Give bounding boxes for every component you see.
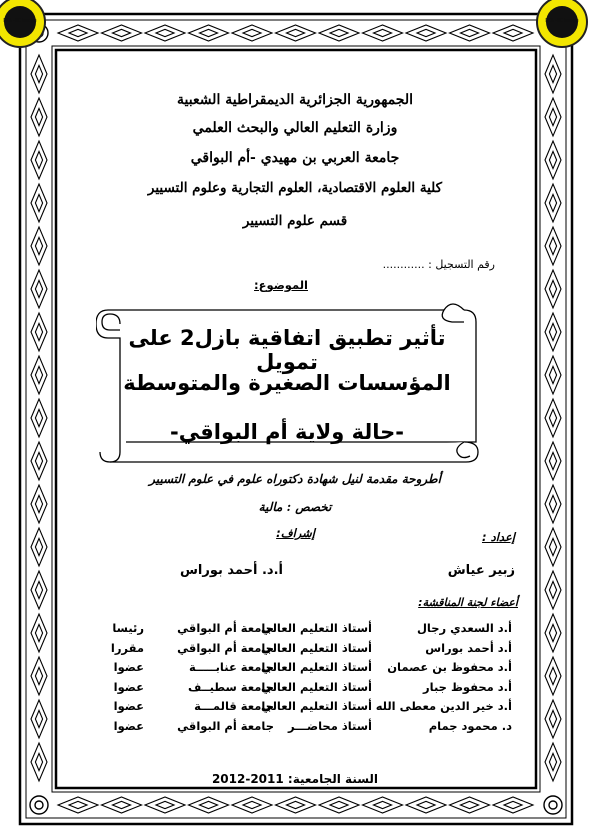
border-diamond-ornament xyxy=(31,227,47,265)
member-role: رئيسا xyxy=(112,621,144,635)
border-diamond-inner xyxy=(200,801,218,808)
border-diamond-ornament xyxy=(31,657,47,695)
author-name: زبير عياش xyxy=(447,563,515,578)
supervisor-name: أ.د. أحمد بوراس xyxy=(179,563,283,578)
thesis-title-line-3: -حالة ولاية أم البواقي- xyxy=(170,420,404,444)
prepared-by-label: إعداد : xyxy=(481,530,515,544)
border-diamond-inner xyxy=(35,452,42,469)
border-diamond-inner xyxy=(243,29,261,36)
specialty: تخصص : مالية xyxy=(258,500,332,514)
committee-row xyxy=(72,621,512,641)
border-corner-knot-inner xyxy=(35,801,43,809)
border-diamond-ornament xyxy=(31,700,47,738)
border-diamond-inner xyxy=(35,194,42,211)
border-diamond-inner xyxy=(35,538,42,555)
border-diamond-inner xyxy=(504,801,522,808)
member-university: جامعة سطيــف xyxy=(188,679,274,694)
border-diamond-inner xyxy=(35,667,42,684)
border-diamond-ornament xyxy=(31,528,47,566)
border-diamond-inner xyxy=(549,409,556,426)
border-diamond-inner xyxy=(549,538,556,555)
border-diamond-ornament xyxy=(545,614,561,652)
committee-row xyxy=(72,719,512,739)
border-diamond-inner xyxy=(549,624,556,641)
border-corner-knot xyxy=(30,796,48,814)
border-diamond-ornament xyxy=(58,25,98,41)
ministry-heading: وزارة التعليم العالي والبحث العلمي xyxy=(192,120,398,136)
border-diamond-ornament xyxy=(545,657,561,695)
border-diamond-inner xyxy=(504,29,522,36)
border-diamond-ornament xyxy=(545,528,561,566)
member-role: عضوا xyxy=(113,679,144,694)
border-diamond-ornament xyxy=(493,797,533,813)
border-diamond-inner xyxy=(287,29,305,36)
member-university: جامعة أم البواقي xyxy=(177,621,274,635)
member-role: عضوا xyxy=(113,699,144,713)
committee-row xyxy=(72,641,512,661)
border-diamond-ornament xyxy=(319,25,359,41)
border-diamond-inner xyxy=(549,65,556,82)
border-diamond-ornament xyxy=(276,797,316,813)
member-rank: أستاذ التعليم العالي xyxy=(260,660,372,674)
committee-label: أعضاء لجنة المناقشة: xyxy=(418,596,518,609)
border-diamond-ornament xyxy=(545,227,561,265)
border-diamond-ornament xyxy=(363,25,403,41)
border-diamond-inner xyxy=(243,801,261,808)
border-corner-knot-inner xyxy=(549,801,557,809)
border-diamond-ornament xyxy=(145,25,185,41)
border-diamond-inner xyxy=(156,801,174,808)
member-name: أ.د أحمد بوراس xyxy=(425,640,512,655)
border-diamond-ornament xyxy=(545,571,561,609)
member-role: عضوا xyxy=(113,660,144,674)
member-role: مقررا xyxy=(110,640,144,655)
border-diamond-inner xyxy=(549,452,556,469)
border-diamond-inner xyxy=(330,29,348,36)
border-diamond-inner xyxy=(330,801,348,808)
supervision-label: إشراف: xyxy=(276,526,315,540)
border-diamond-inner xyxy=(35,409,42,426)
registration-number: رقم التسجيل : ............ xyxy=(382,258,495,271)
border-diamond-ornament xyxy=(189,25,229,41)
border-diamond-ornament xyxy=(31,399,47,437)
border-diamond-inner xyxy=(549,581,556,598)
republic-heading: الجمهورية الجزائرية الديمقراطية الشعبية xyxy=(176,92,413,108)
border-diamond-inner xyxy=(549,323,556,340)
committee-row xyxy=(72,660,512,680)
thesis-note: أطروحة مقدمة لنيل شهادة دكتوراه علوم في علوم التسيير xyxy=(149,472,441,486)
border-diamond-inner xyxy=(417,801,435,808)
member-university: جامعة أم البواقي xyxy=(177,718,274,733)
border-diamond-inner xyxy=(113,801,131,808)
committee-row xyxy=(72,680,512,700)
border-diamond-ornament xyxy=(545,55,561,93)
border-diamond-ornament xyxy=(276,25,316,41)
border-diamond-inner xyxy=(156,29,174,36)
border-diamond-inner xyxy=(549,280,556,297)
border-diamond-ornament xyxy=(145,797,185,813)
border-diamond-inner xyxy=(287,801,305,808)
stamp-label: PDF-XChange xyxy=(3,18,37,24)
border-diamond-inner xyxy=(35,323,42,340)
member-university: جامعة عنابـــــة xyxy=(188,660,274,674)
stamp-label: PDF-XChange xyxy=(545,18,579,24)
border-corner-knot xyxy=(544,796,562,814)
member-rank: أستاذ التعليم العالي xyxy=(260,679,372,694)
member-rank: أستاذ محاضـــر xyxy=(288,718,372,733)
border-diamond-inner xyxy=(461,29,479,36)
member-name: أ.د خير الدين معطى الله xyxy=(375,699,512,713)
border-diamond-ornament xyxy=(319,797,359,813)
subject-label: الموضوع: xyxy=(254,278,308,292)
border-diamond-ornament xyxy=(363,797,403,813)
member-name: د. محمود جمام xyxy=(428,718,512,733)
academic-year: السنة الجامعية: 2011-2012 xyxy=(211,772,379,786)
border-diamond-inner xyxy=(549,710,556,727)
border-diamond-ornament xyxy=(31,55,47,93)
border-diamond-ornament xyxy=(102,25,142,41)
border-diamond-inner xyxy=(35,280,42,297)
border-diamond-inner xyxy=(69,29,87,36)
thesis-title-line-1: تأثير تطبيق اتفاقية بازل2 على تمويل xyxy=(128,326,446,374)
border-diamond-inner xyxy=(461,801,479,808)
border-diamond-ornament xyxy=(406,25,446,41)
member-rank: أستاذ التعليم العالي xyxy=(260,699,372,713)
member-rank: أستاذ التعليم العالي xyxy=(260,621,372,635)
border-diamond-ornament xyxy=(493,25,533,41)
border-diamond-inner xyxy=(374,29,392,36)
border-diamond-inner xyxy=(417,29,435,36)
border-diamond-ornament xyxy=(58,797,98,813)
border-diamond-inner xyxy=(69,801,87,808)
border-diamond-inner xyxy=(549,237,556,254)
member-rank: أستاذ التعليم العالي xyxy=(260,640,372,655)
border-diamond-ornament xyxy=(31,571,47,609)
border-diamond-ornament xyxy=(545,313,561,351)
border-diamond-ornament xyxy=(31,356,47,394)
member-role: عضوا xyxy=(113,718,144,733)
border-diamond-inner xyxy=(374,801,392,808)
border-diamond-inner xyxy=(549,366,556,383)
border-diamond-ornament xyxy=(545,399,561,437)
border-diamond-inner xyxy=(113,29,131,36)
border-diamond-ornament xyxy=(31,270,47,308)
border-diamond-ornament xyxy=(545,270,561,308)
member-name: أ.د محفوظ جبار xyxy=(423,679,512,694)
border-diamond-inner xyxy=(200,29,218,36)
border-diamond-ornament xyxy=(545,700,561,738)
thesis-title-line-2: المؤسسات الصغيرة والمتوسطة xyxy=(123,371,451,395)
department-heading: قسم علوم التسيير xyxy=(242,213,348,229)
member-university: جامعة أم البواقي xyxy=(177,640,274,655)
border-diamond-ornament xyxy=(189,797,229,813)
border-diamond-ornament xyxy=(31,614,47,652)
border-diamond-inner xyxy=(35,65,42,82)
border-diamond-inner xyxy=(549,753,556,770)
border-diamond-inner xyxy=(35,710,42,727)
committee-table xyxy=(72,621,512,738)
border-diamond-ornament xyxy=(545,356,561,394)
university-heading: جامعة العربي بن مهيدي -أم البواقي xyxy=(190,150,400,166)
border-diamond-ornament xyxy=(232,797,272,813)
committee-row xyxy=(72,699,512,719)
border-diamond-inner xyxy=(549,667,556,684)
border-diamond-inner xyxy=(549,194,556,211)
border-diamond-inner xyxy=(35,237,42,254)
border-diamond-inner xyxy=(35,753,42,770)
border-diamond-ornament xyxy=(450,797,490,813)
member-name: أ.د السعدي رجال xyxy=(416,621,512,635)
border-diamond-ornament xyxy=(450,25,490,41)
border-diamond-inner xyxy=(35,366,42,383)
faculty-heading: كلية العلوم الاقتصادية، العلوم التجارية وعلوم التسيير xyxy=(147,180,443,196)
border-diamond-inner xyxy=(35,624,42,641)
border-diamond-ornament xyxy=(31,313,47,351)
border-diamond-ornament xyxy=(102,797,142,813)
member-university: جامعة قالمـــة xyxy=(194,699,274,713)
border-diamond-ornament xyxy=(232,25,272,41)
member-name: أ.د محفوظ بن عصمان xyxy=(387,660,512,674)
border-diamond-ornament xyxy=(406,797,446,813)
border-diamond-inner xyxy=(35,581,42,598)
